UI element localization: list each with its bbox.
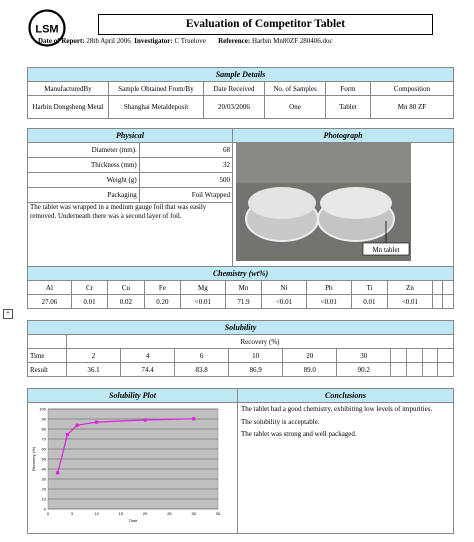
data-point — [66, 433, 69, 436]
table-move-handle[interactable]: + — [3, 309, 13, 319]
result-value — [438, 363, 454, 377]
data-point — [192, 417, 195, 420]
result-value: 36.1 — [67, 363, 121, 377]
time-label: Time — [28, 349, 67, 363]
result-value — [422, 363, 438, 377]
column-header: Form — [326, 82, 371, 96]
x-tick-label: 20 — [142, 511, 148, 516]
x-tick-label: 10 — [94, 511, 99, 516]
result-value: 74.4 — [121, 363, 175, 377]
result-value: 89.0 — [283, 363, 337, 377]
cell-date-received: 20/03/2006 — [204, 96, 265, 119]
physical-photo-table — [27, 128, 454, 269]
x-axis-ticks — [47, 511, 221, 516]
element-value: <0.01 — [181, 295, 226, 309]
reference-value: Harbin Mn80ZF 280406.doc — [251, 37, 333, 45]
element-value: 71.9 — [225, 295, 261, 309]
time-value: 6 — [175, 349, 229, 363]
photograph-cell — [233, 143, 454, 269]
result-value: 90.2 — [337, 363, 391, 377]
cell-composition: Mn 80 ZF — [371, 96, 454, 119]
chemistry-header: Chemistry (wt%) — [28, 267, 454, 281]
diameter-label: Diameter (mm). — [28, 143, 140, 158]
packaging-label: Packaging — [28, 188, 140, 203]
chemistry-table — [27, 266, 454, 309]
data-point — [76, 424, 79, 427]
physical-header: Physical — [28, 129, 233, 143]
investigator-value: C Truelove — [174, 37, 206, 45]
conclusion-line: The solubility is acceptable. — [241, 417, 320, 426]
column-header: Date Received — [204, 82, 265, 96]
element-label: Al — [28, 281, 72, 295]
column-header: Composition — [371, 82, 454, 96]
element-label: Mg — [181, 281, 226, 295]
element-label: Cu — [108, 281, 144, 295]
x-tick-label: 35 — [215, 511, 221, 516]
logo-text: LSM — [35, 23, 59, 36]
result-value — [406, 363, 422, 377]
y-tick-label: 70 — [41, 436, 46, 442]
thickness-value: 32 — [139, 158, 232, 173]
sample-details-table — [27, 67, 454, 119]
y-tick-label: 0 — [43, 506, 46, 512]
element-value — [443, 295, 454, 309]
element-label: Ni — [262, 281, 307, 295]
y-axis-label: Recovery (%) — [31, 446, 36, 472]
page-title: Evaluation of Competitor Tablet — [98, 14, 433, 35]
element-label: Pb — [306, 281, 351, 295]
column-header: No. of Samples — [265, 82, 326, 96]
conclusion-line: The tablet was strong and well packaged. — [241, 430, 357, 438]
element-value: 0.02 — [108, 295, 144, 309]
time-value: 30 — [337, 349, 391, 363]
y-tick-label: 60 — [41, 446, 46, 452]
element-label — [432, 281, 443, 295]
investigator-label: Investigator: — [134, 37, 173, 45]
diameter-value: 68 — [139, 143, 232, 158]
element-value — [432, 295, 443, 309]
y-tick-label: 90 — [41, 416, 46, 422]
photograph-header: Photograph — [233, 129, 454, 143]
x-tick-label: 30 — [191, 511, 196, 516]
data-point — [144, 418, 147, 421]
element-value: 0.20 — [144, 295, 180, 309]
callout-label: Mn tablet — [372, 246, 400, 254]
tablet-photo — [236, 143, 450, 266]
recovery-label: Recovery (%) — [67, 335, 454, 349]
result-label: Result — [28, 363, 67, 377]
data-point — [95, 421, 98, 424]
y-tick-label: 10 — [41, 496, 46, 502]
plot-cell — [28, 403, 238, 534]
result-value: 83.8 — [175, 363, 229, 377]
sample-details-header: Sample Details — [28, 68, 454, 82]
time-value: 10 — [229, 349, 283, 363]
y-tick-label: 100 — [39, 406, 46, 412]
y-tick-label: 80 — [41, 426, 46, 432]
element-value: 0.01 — [71, 295, 107, 309]
element-label — [443, 281, 454, 295]
column-header: Sample Obtained From/By — [109, 82, 204, 96]
column-header: ManufacturedBy — [28, 82, 109, 96]
physical-note: The tablet was wrapped in a medium gauge foil that was easily removed. Underneath there was a second layer of foil. — [28, 203, 233, 269]
time-value — [422, 349, 438, 363]
element-value: <0.01 — [388, 295, 433, 309]
y-axis-ticks — [39, 407, 46, 512]
time-value — [391, 349, 407, 363]
y-tick-label: 20 — [41, 486, 46, 492]
time-value: 20 — [283, 349, 337, 363]
element-label: Ti — [351, 281, 387, 295]
reference-label: Reference: — [218, 37, 251, 45]
packaging-value: Foil Wrapped — [139, 188, 232, 203]
cell-form: Tablet — [326, 96, 371, 119]
weight-label: Weight (g) — [28, 173, 140, 188]
solubility-plot-chart — [30, 403, 235, 531]
element-value: <0.01 — [262, 295, 307, 309]
y-tick-label: 30 — [41, 476, 46, 482]
y-tick-label: 40 — [41, 466, 46, 472]
solubility-header: Solubility — [28, 321, 454, 335]
x-tick-label: 25 — [167, 511, 172, 516]
solubility-plot-header: Solubility Plot — [28, 389, 238, 403]
time-value — [406, 349, 422, 363]
plot-conclusions-table — [27, 388, 454, 534]
cell-no-samples: One — [265, 96, 326, 119]
result-value — [391, 363, 407, 377]
x-tick-label: 5 — [71, 511, 74, 516]
x-tick-label: 15 — [118, 511, 124, 516]
conclusions-cell — [238, 403, 454, 534]
x-tick-label: 0 — [46, 511, 50, 516]
element-label: Fe — [144, 281, 180, 295]
element-label: Cr — [71, 281, 107, 295]
time-value — [438, 349, 454, 363]
time-value: 2 — [67, 349, 121, 363]
time-value: 4 — [121, 349, 175, 363]
date-label: Date of Report: — [38, 37, 85, 45]
solubility-table — [27, 320, 454, 377]
report-info-line — [38, 37, 458, 45]
thickness-label: Thickness (mm) — [28, 158, 140, 173]
element-value: 27.06 — [28, 295, 72, 309]
conclusions-header: Conclusions — [238, 389, 454, 403]
y-tick-label: 50 — [41, 456, 46, 462]
date-value: 28th April 2006 — [86, 37, 131, 45]
weight-value: 500 — [139, 173, 232, 188]
conclusion-line: The tablet had a good chemistry, exhibiting low levels of impurities. — [241, 405, 433, 413]
element-value: 0.01 — [351, 295, 387, 309]
cell-obtained-from: Shanghai Metaldeposit — [109, 96, 204, 119]
result-value: 86.9 — [229, 363, 283, 377]
x-axis-label: Time — [128, 518, 138, 523]
element-label: Zn — [388, 281, 433, 295]
cell-manufacturer: Harbin Dongsheng Metal — [28, 96, 109, 119]
element-value: <0.01 — [306, 295, 351, 309]
data-point — [56, 471, 59, 474]
element-label: Mn — [225, 281, 261, 295]
